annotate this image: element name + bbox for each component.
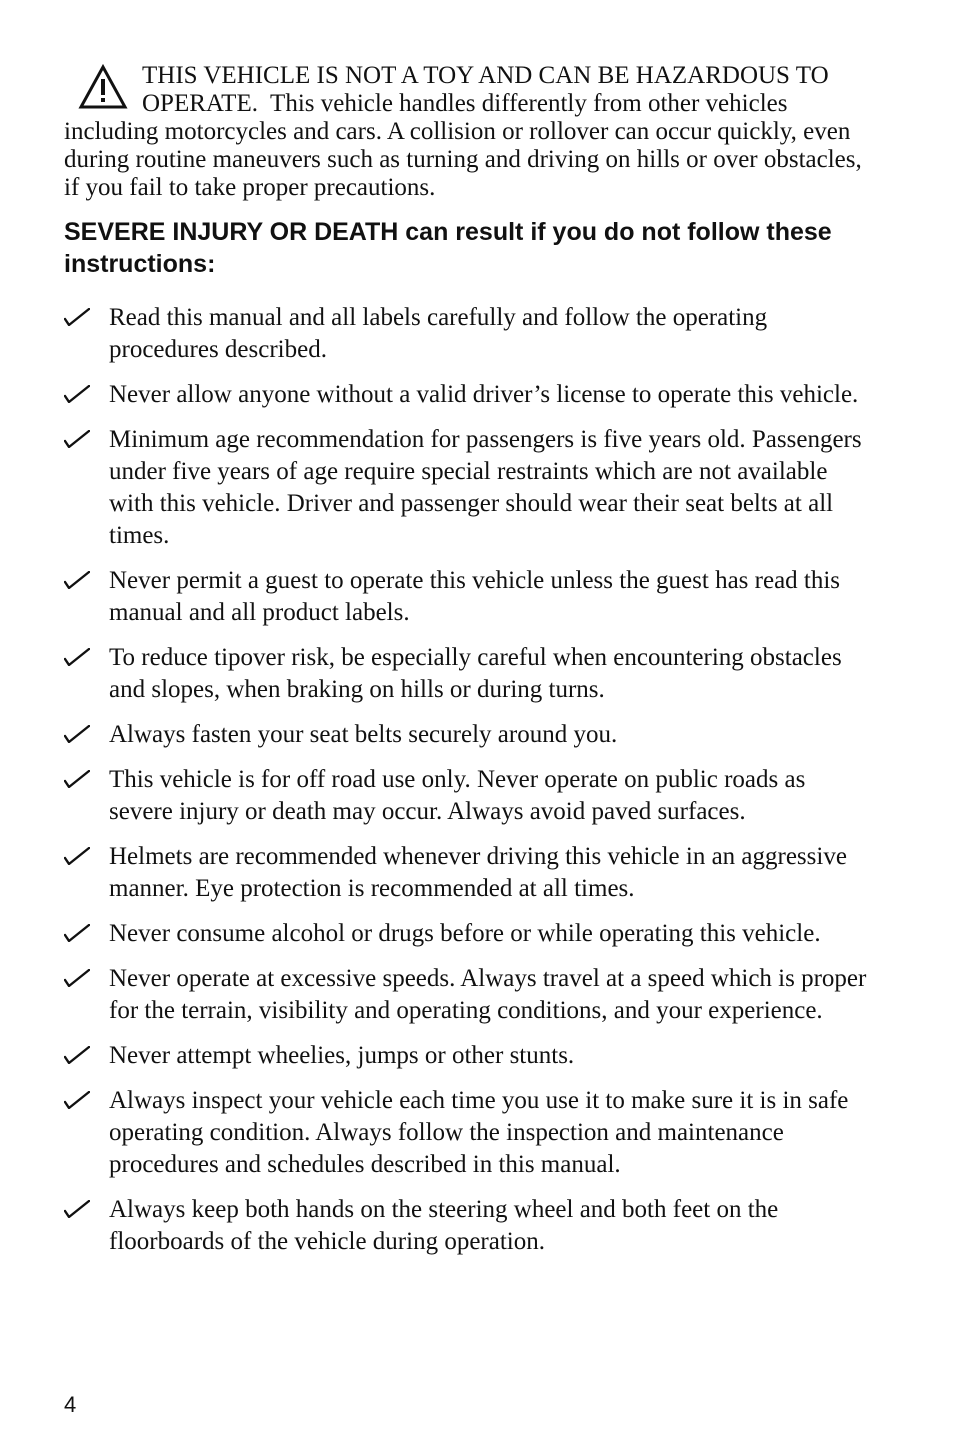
checkmark-icon [64,571,90,589]
instruction-text: Never permit a guest to operate this vehicle unless the guest has read this manual and all product labels. [109,567,841,626]
checkmark-icon [64,308,90,326]
instruction-item [64,642,874,706]
checkmark-icon [64,385,90,403]
instruction-item [64,918,874,950]
checkmark-icon [64,1200,90,1218]
instruction-list [64,302,874,1258]
warning-text [64,62,862,201]
instruction-text: Helmets are recommended whenever driving this vehicle in an aggressive manner. Eye protection is recommended at all times. [109,843,847,902]
instruction-text: Read this manual and all labels carefully and follow the operating procedures described. [109,304,768,363]
checkmark-icon [64,648,90,666]
instruction-text: Always fasten your seat belts securely around you. [109,721,618,748]
instruction-item [64,302,874,366]
warning-body-text: This vehicle handles differently from other vehicles including motorcycles and cars. A collision or rollover can occur quickly, even during routine maneuvers such as turning and driving on hills or over obstacles, if you fail to take proper precautions. [64,90,862,201]
instruction-text: Never operate at excessive speeds. Always travel at a speed which is proper for the terrain, visibility and operating conditions, and your experience. [109,965,867,1024]
checkmark-icon [64,847,90,865]
checkmark-icon [64,725,90,743]
manual-page [64,62,874,1271]
warning-caps-text: THIS VEHICLE IS NOT A TOY AND CAN BE HAZARDOUS TO OPERATE. [142,62,829,117]
checkmark-icon [64,969,90,987]
checkmark-icon [64,1046,90,1064]
warning-block [64,62,874,202]
severe-heading: SEVERE INJURY OR DEATH can result if you do not follow these instructions: [64,218,832,278]
checkmark-icon [64,770,90,788]
instruction-text: Always inspect your vehicle each time you use it to make sure it is in safe operating condition. Always follow the inspection and maintenance procedures and schedules described in this manual. [109,1087,849,1178]
instruction-item [64,963,874,1027]
checkmark-icon [64,430,90,448]
checkmark-icon [64,1091,90,1109]
instruction-item [64,764,874,828]
instruction-text: Never consume alcohol or drugs before or while operating this vehicle. [109,920,821,947]
instruction-text: To reduce tipover risk, be especially careful when encountering obstacles and slopes, when braking on hills or during turns. [109,644,842,703]
instruction-item [64,1194,874,1258]
instruction-item [64,424,874,552]
instruction-text: Never allow anyone without a valid driver’s license to operate this vehicle. [109,381,859,408]
instruction-item [64,1085,874,1181]
warning-triangle-icon [78,64,128,110]
instruction-item [64,379,874,411]
instruction-item [64,1040,874,1072]
instruction-item [64,841,874,905]
instruction-item [64,719,874,751]
checkmark-icon [64,924,90,942]
instruction-text: Never attempt wheelies, jumps or other stunts. [109,1042,575,1069]
instruction-text: Minimum age recommendation for passengers is five years old. Passengers under five years of age require special restraints which are not available with this vehicle. Driver and passenger should wear their seat belts at all times. [109,426,862,549]
page-number: 4 [64,1392,77,1417]
instruction-text: This vehicle is for off road use only. Never operate on public roads as severe injury or death may occur. Always avoid paved surfaces. [109,766,806,825]
instruction-item [64,565,874,629]
instruction-text: Always keep both hands on the steering wheel and both feet on the floorboards of the vehicle during operation. [109,1196,779,1255]
